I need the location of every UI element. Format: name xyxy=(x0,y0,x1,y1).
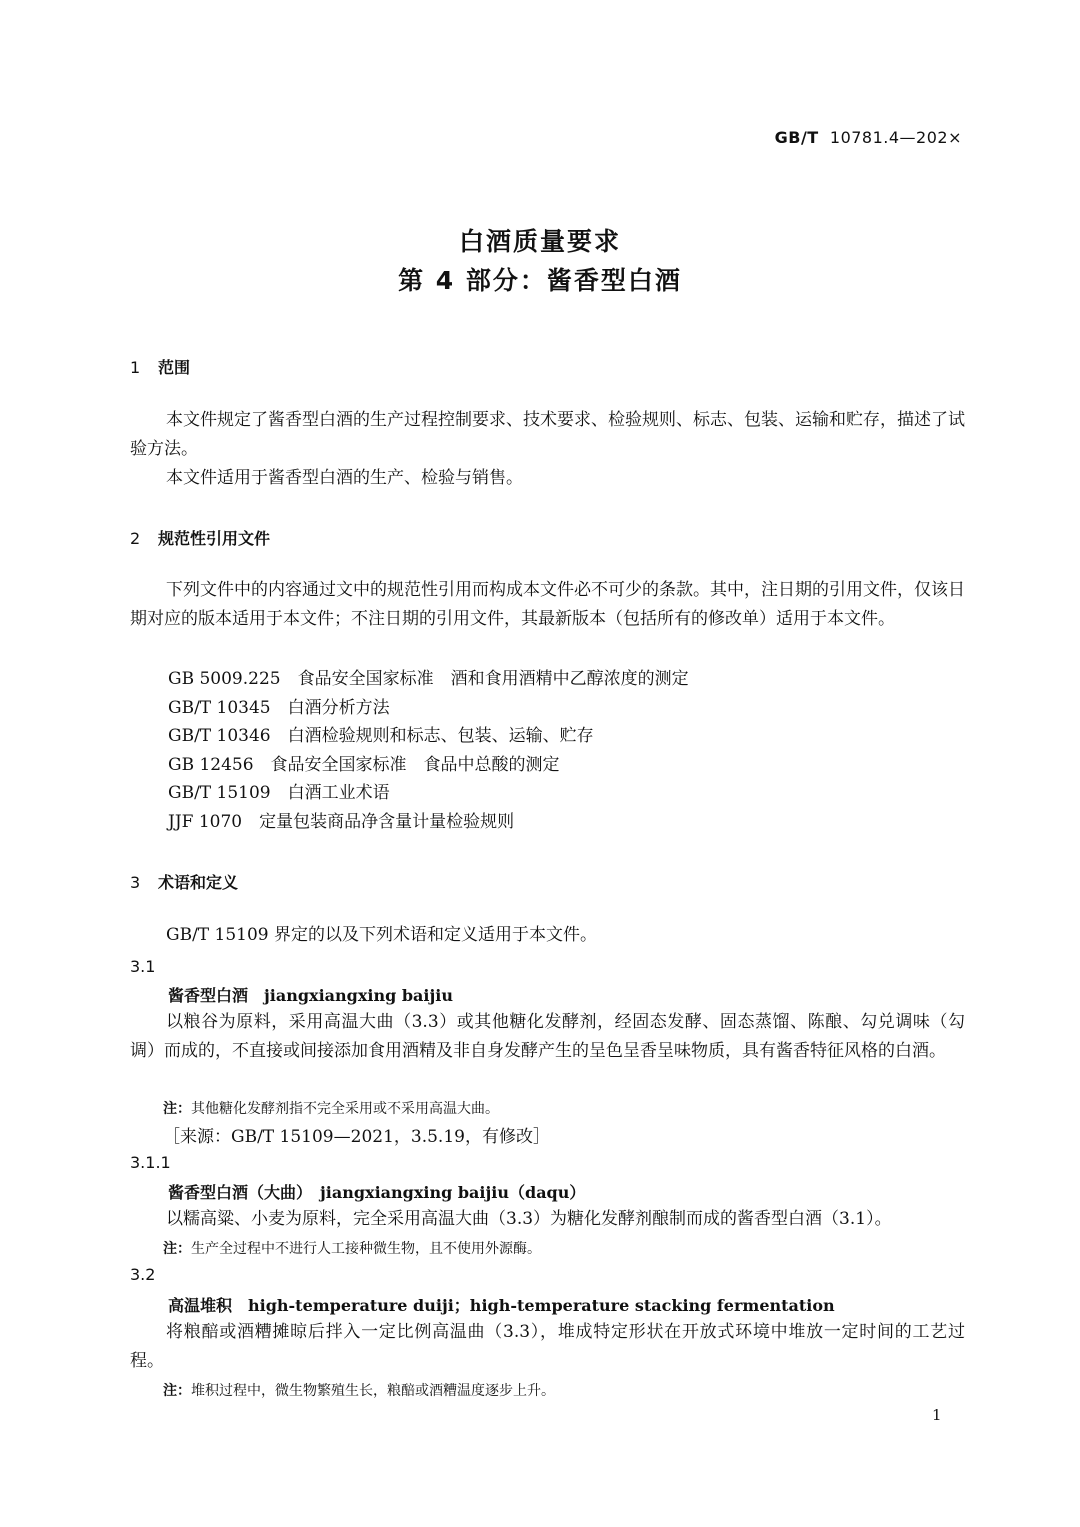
section-title: 规范性引用文件 xyxy=(158,529,271,548)
page-number: 1 xyxy=(932,1406,942,1424)
term-note xyxy=(163,1098,499,1118)
term-source: ［来源：GB/T 15109—2021，3.5.19，有修改］ xyxy=(163,1127,550,1147)
term-number: 3.1.1 xyxy=(130,1153,171,1172)
reference-item: GB 5009.225 食品安全国家标准 酒和食用酒精中乙醇浓度的测定 xyxy=(168,669,689,689)
section-1-para-2: 本文件适用于酱香型白酒的生产、检验与销售。 xyxy=(166,468,523,488)
section-2-para-1: 下列文件中的内容通过文中的规范性引用而构成本文件必不可少的条款。其中，注日期的引用文件，仅该日期对应的版本适用于本文件；不注日期的引用文件，其最新版本（包括所有的修改单）适用于本文件。 xyxy=(130,580,965,629)
reference-item: GB/T 10346 白酒检验规则和标志、包装、运输、贮存 xyxy=(168,726,594,746)
section-title: 术语和定义 xyxy=(158,873,239,892)
note-label: 注： xyxy=(163,1241,191,1257)
doc-subtitle: 第 4 部分：酱香型白酒 xyxy=(398,266,682,295)
term-number: 3.1 xyxy=(130,957,156,976)
note-text: 堆积过程中，微生物繁殖生长，粮醅或酒糟温度逐步上升。 xyxy=(191,1383,555,1399)
section-number: 1 xyxy=(130,358,141,377)
section-1-para-1: 本文件规定了酱香型白酒的生产过程控制要求、技术要求、检验规则、标志、包装、运输和贮存，描述了试验方法。 xyxy=(130,410,965,459)
term-number: 3.2 xyxy=(130,1265,156,1284)
standard-code: GB/T xyxy=(774,128,819,147)
term-note xyxy=(163,1380,555,1400)
section-number: 3 xyxy=(130,873,141,892)
note-text: 其他糖化发酵剂指不完全采用或不采用高温大曲。 xyxy=(191,1101,499,1117)
doc-title: 白酒质量要求 xyxy=(458,227,621,256)
term-definition: 以粮谷为原料，采用高温大曲（3.3）或其他糖化发酵剂，经固态发酵、固态蒸馏、陈酿、勾兑调味（勾调）而成的，不直接或间接添加食用酒精及非自身发酵产生的呈色呈香呈味物质，具有酱香特征风格的白酒。 xyxy=(130,1012,965,1061)
reference-item: JJF 1070 定量包装商品净含量计量检验规则 xyxy=(168,812,515,832)
section-number: 2 xyxy=(130,529,141,548)
term-definition: 以糯高粱、小麦为原料，完全采用高温大曲（3.3）为糖化发酵剂酿制而成的酱香型白酒（3.1）。 xyxy=(166,1209,892,1229)
reference-item: GB/T 15109 白酒工业术语 xyxy=(168,783,390,803)
section-3-heading xyxy=(130,870,238,893)
note-label: 注： xyxy=(163,1101,191,1117)
term-title: 酱香型白酒（大曲） jiangxiangxing baijiu（daqu） xyxy=(168,1183,586,1202)
term-title: 高温堆积 high-temperature duiji；high-temperature stacking fermentation xyxy=(168,1296,835,1315)
section-3-para-1: GB/T 15109 界定的以及下列术语和定义适用于本文件。 xyxy=(166,925,598,945)
note-text: 生产全过程中不进行人工接种微生物，且不使用外源酶。 xyxy=(191,1241,541,1257)
standard-header xyxy=(775,128,962,147)
reference-item: GB 12456 食品安全国家标准 食品中总酸的测定 xyxy=(168,755,560,775)
term-note xyxy=(163,1238,541,1258)
reference-item: GB/T 10345 白酒分析方法 xyxy=(168,698,390,718)
section-2-heading xyxy=(130,526,270,549)
section-title: 范围 xyxy=(158,358,191,377)
section-1-heading xyxy=(130,355,190,378)
standard-number: 10781.4—202× xyxy=(829,128,962,147)
term-title: 酱香型白酒 jiangxiangxing baijiu xyxy=(168,986,454,1005)
term-definition: 将粮醅或酒糟摊晾后拌入一定比例高温曲（3.3），堆成特定形状在开放式环境中堆放一定时间的工艺过程。 xyxy=(130,1322,965,1371)
note-label: 注： xyxy=(163,1383,191,1399)
